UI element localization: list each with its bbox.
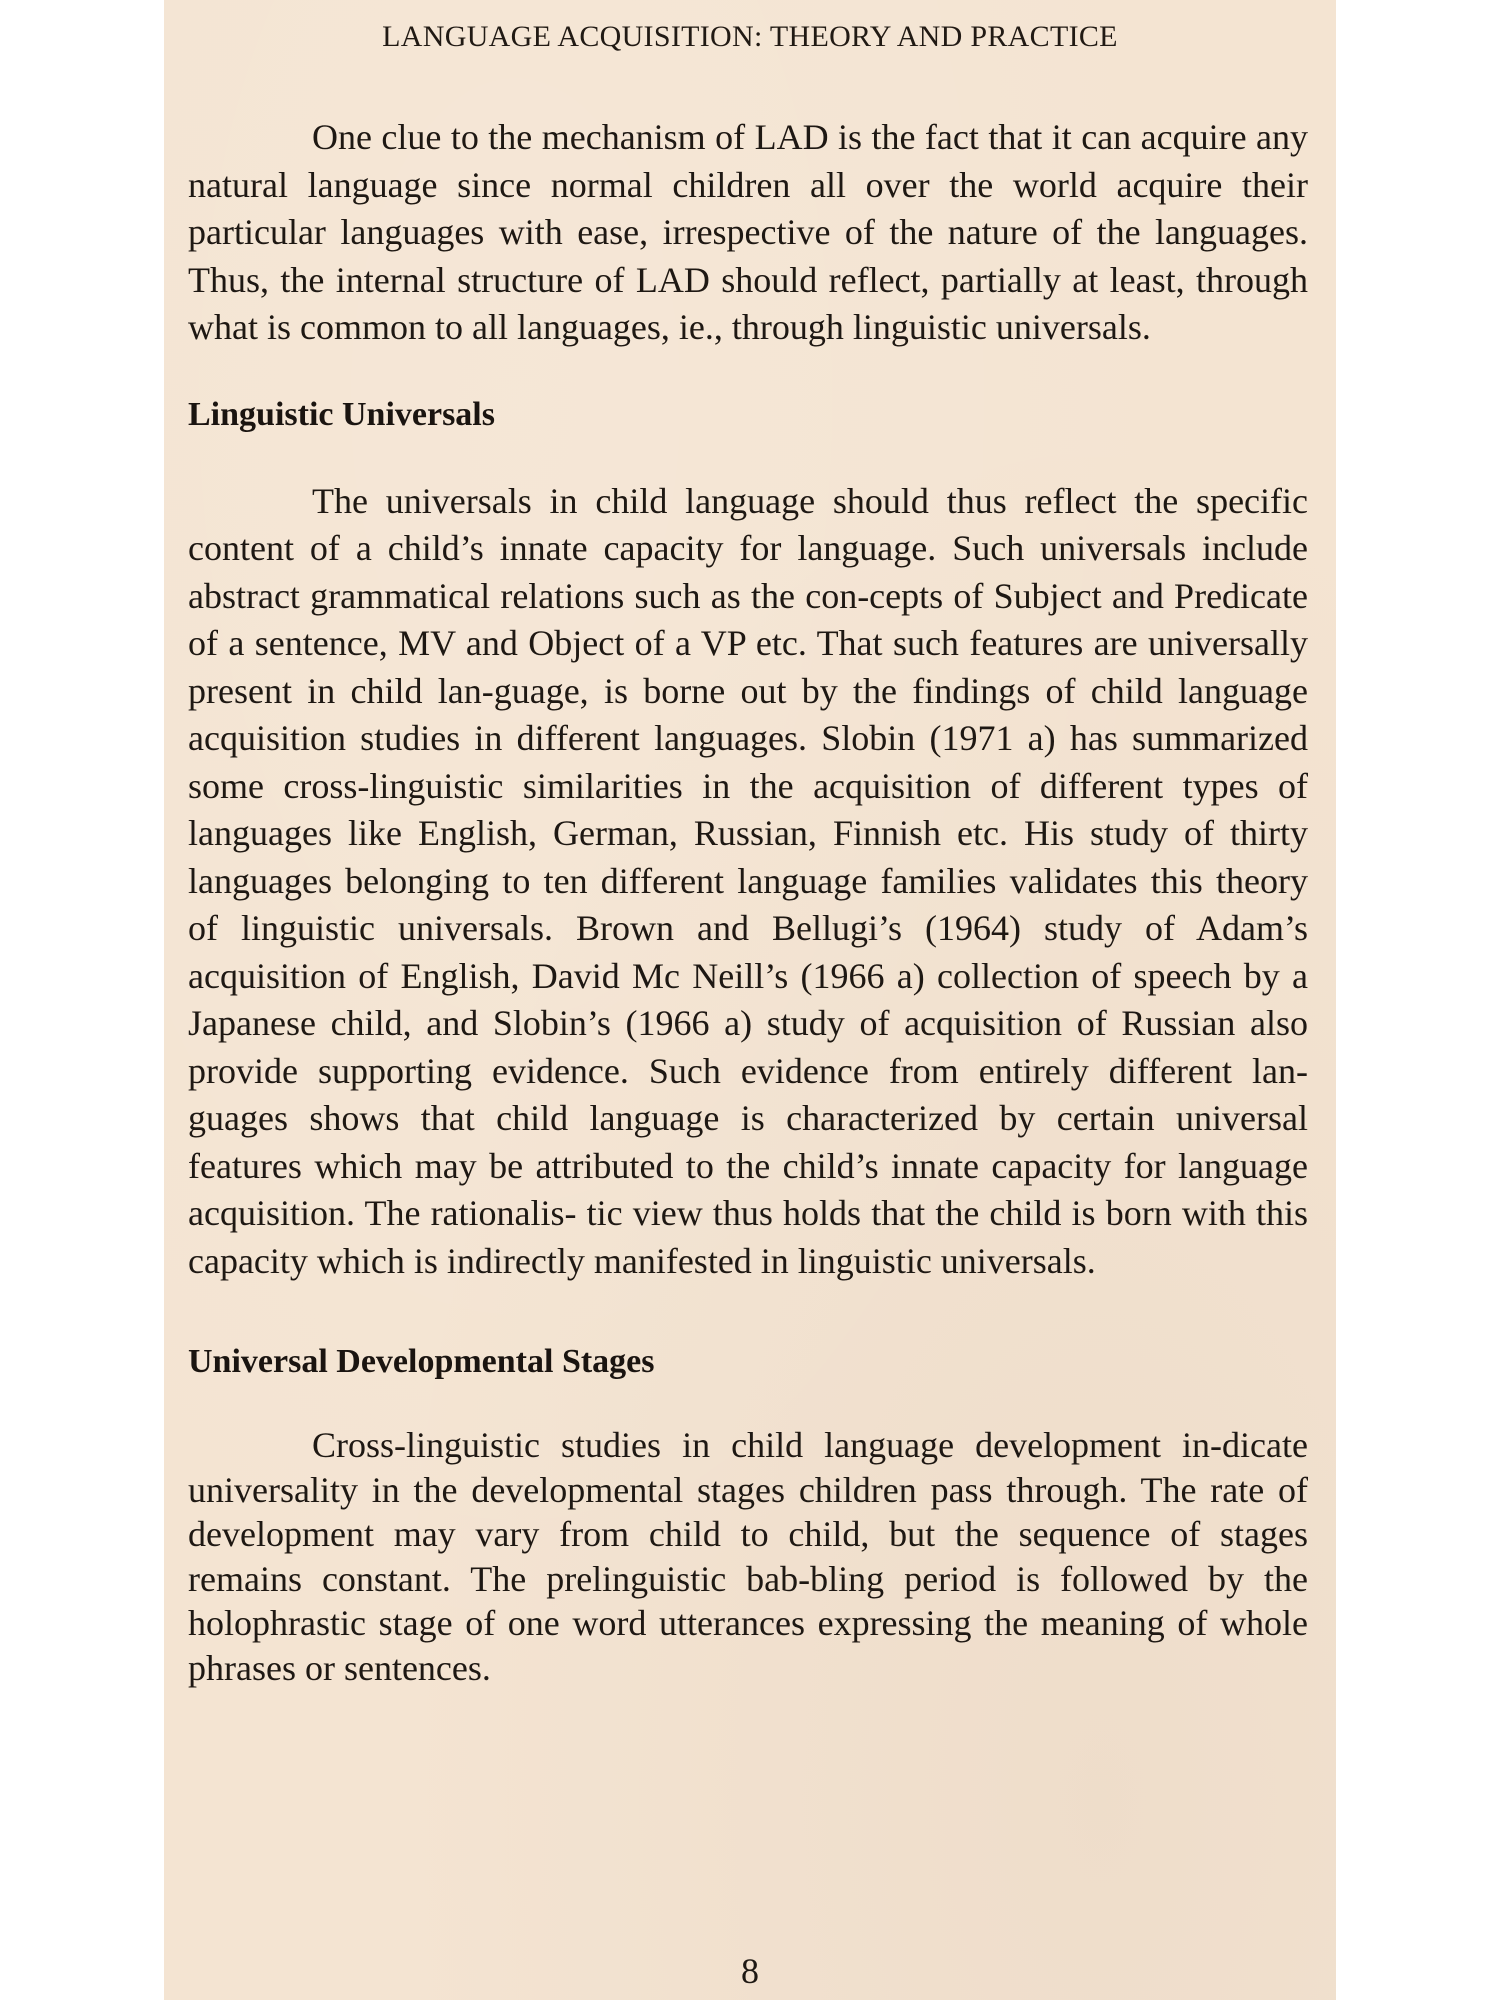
linguistic-universals-paragraph: The universals in child language should thus reflect the specific content of a child’s innate capacity for language. Such universals include abstract grammatical relations such as the con-cepts of Subject and Predicate of a sentence, MV and Object of a VP etc. That such features are universally present in child lan-guage, is borne out by the findings of child language acquisition studies in different languages. Slobin (1971 a) has summarized some cross-linguistic similarities in the acquisition of different types of languages like English, German, Russian, Finnish etc. His study of thirty languages belonging to ten different language families validates this theory of linguistic universals. Brown and Bellugi’s (1964) study of Adam’s acquisition of English, David Mc Neill’s (1966 a) collection of speech by a Japanese child, and Slobin’s (1966 a) study of acquisition of Russian also provide supporting evidence. Such evidence from entirely different lan-guages shows that child language is characterized by certain universal features which may be attributed to the child’s innate capacity for language acquisition. The rationalis- tic view thus holds that the child is born with this capacity which is indirectly manifested in linguistic universals. — [188, 480, 1308, 1281]
developmental-stages-paragraph: Cross-linguistic studies in child language development in-dicate universality in the developmental stages children pass through. The rate of development may vary from child to child, but the sequence of stages remains constant. The prelinguistic bab-bling period is followed by the holophrastic stage of one word utterances expressing the meaning of whole phrases or sentences. — [188, 1425, 1308, 1688]
section-heading-linguistic-universals: Linguistic Universals — [188, 395, 495, 433]
page-number: 8 — [741, 1951, 759, 1991]
running-head: LANGUAGE ACQUISITION: THEORY AND PRACTICE — [382, 20, 1118, 53]
page-body — [188, 114, 1308, 1690]
section-heading-developmental-stages: Universal Developmental Stages — [188, 1343, 655, 1380]
intro-paragraph: One clue to the mechanism of LAD is the fact that it can acquire any natural language since normal children all over the world acquire their particular languages with ease, irrespective of the nature of the languages. Thus, the internal structure of LAD should reflect, partially at least, through what is common to all languages, ie., through linguistic universals. — [188, 117, 1308, 347]
book-page — [164, 0, 1336, 2000]
